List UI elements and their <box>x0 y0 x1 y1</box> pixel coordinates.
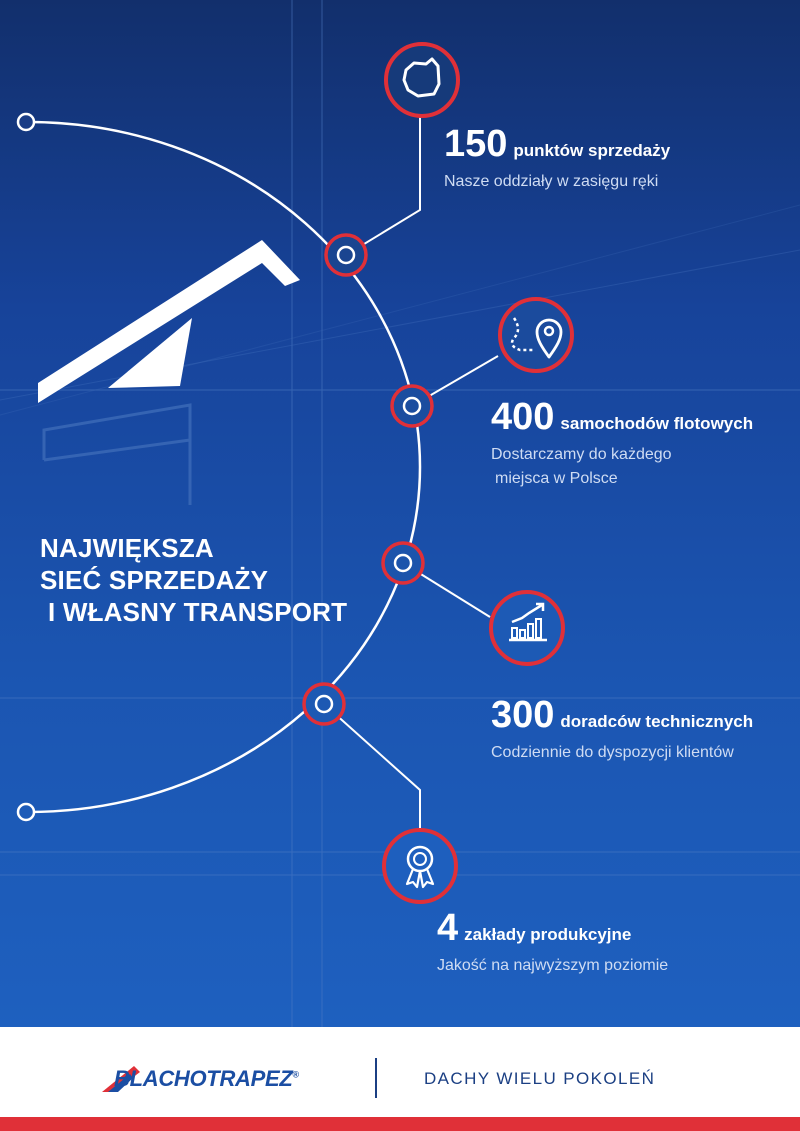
location-pin-route-icon <box>500 299 572 371</box>
headline-line-2: SIEĆ SPRZEDAŻY <box>40 565 269 595</box>
footer-divider <box>375 1058 377 1098</box>
connector-lines <box>324 108 498 838</box>
brand-logo <box>100 1060 350 1096</box>
growth-chart-icon <box>491 592 563 664</box>
stat-technical-advisors <box>491 695 753 765</box>
stat-description <box>437 954 668 978</box>
roof-graphic <box>38 240 300 403</box>
arc-end-dot <box>18 804 34 820</box>
award-badge-icon <box>384 830 456 902</box>
stat-label: samochodów flotowych <box>560 414 754 433</box>
stat-description-line: Jakość na najwyższym poziomie <box>437 957 669 974</box>
stat-description <box>444 170 670 194</box>
stat-description-line: Codziennie do dyspozycji klientów <box>491 744 734 761</box>
stat-description <box>491 443 753 491</box>
stat-description-line: Nasze oddziały w zasięgu ręki <box>444 173 659 190</box>
stat-description <box>491 741 753 765</box>
timeline-arc <box>28 122 420 812</box>
house-outline <box>44 405 190 505</box>
stat-label: zakłady produkcyjne <box>464 925 632 944</box>
stat-label: punktów sprzedaży <box>513 141 671 160</box>
stat-number: 4 <box>437 907 459 949</box>
stat-production-plants <box>437 908 668 978</box>
headline-line-1: NAJWIĘKSZA <box>40 533 214 563</box>
arc-nodes <box>304 235 432 724</box>
stat-fleet-vehicles <box>491 397 753 491</box>
footer-red-bar <box>0 1117 800 1131</box>
poland-map-icon <box>386 44 458 116</box>
footer <box>0 1027 800 1131</box>
main-headline <box>40 532 347 628</box>
stat-number: 300 <box>491 694 555 736</box>
stat-number: 400 <box>491 396 555 438</box>
registered-mark: ® <box>292 1069 299 1080</box>
stat-description-line: Dostarczamy do każdego <box>491 446 672 463</box>
arc-start-dot <box>18 114 34 130</box>
stat-description-line: miejsca w Polsce <box>495 470 618 487</box>
logo-wordmark: BLACHOTRAPEZ <box>114 1066 293 1091</box>
stat-sales-points <box>444 124 670 194</box>
stat-number: 150 <box>444 123 508 165</box>
footer-tagline: DACHY WIELU POKOLEŃ <box>424 1069 656 1088</box>
stat-label: doradców technicznych <box>560 712 754 731</box>
headline-line-3: I WŁASNY TRANSPORT <box>48 597 348 627</box>
logo-text <box>114 1066 299 1092</box>
